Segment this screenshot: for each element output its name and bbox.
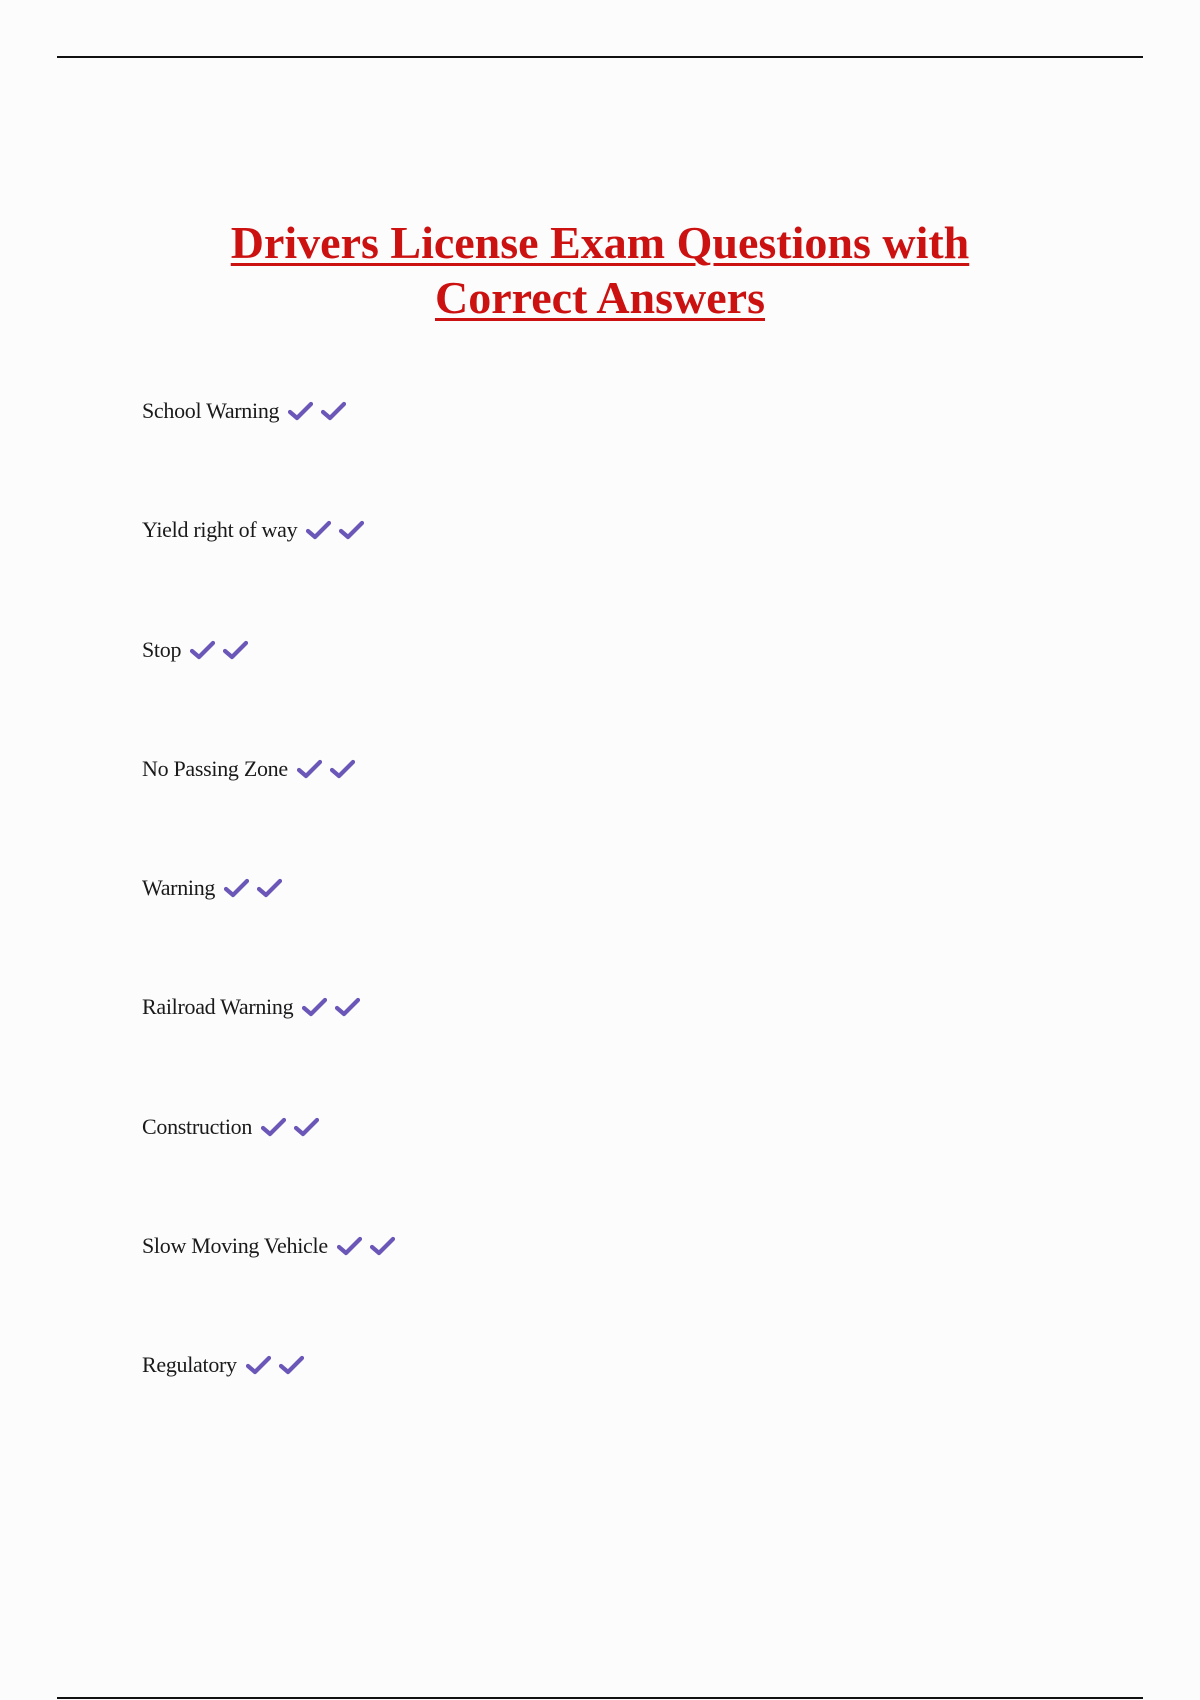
check-icon: [257, 878, 282, 898]
check-icon: [294, 1117, 319, 1137]
list-item: [142, 872, 395, 991]
answer-checks: [261, 1111, 319, 1143]
answer-checks: [302, 991, 360, 1023]
list-item: [142, 753, 395, 872]
list-item: [142, 395, 395, 514]
question-label: No Passing Zone: [142, 755, 288, 781]
answer-checks: [337, 1230, 395, 1262]
check-icon: [370, 1236, 395, 1256]
check-icon: [337, 1236, 362, 1256]
list-item: [142, 634, 395, 753]
answer-checks: [288, 395, 346, 427]
header-rule: [57, 56, 1143, 58]
check-icon: [224, 878, 249, 898]
check-icon: [279, 1355, 304, 1375]
list-item: [142, 1349, 395, 1468]
answer-checks: [297, 753, 355, 785]
question-label: School Warning: [142, 398, 280, 423]
question-label: Warning: [142, 875, 216, 901]
check-icon: [261, 1117, 286, 1137]
list-item: [142, 1230, 395, 1349]
question-label: Regulatory: [142, 1352, 237, 1378]
check-icon: [330, 759, 355, 779]
answer-checks: [224, 872, 282, 904]
document-title: [0, 215, 1200, 325]
check-icon: [321, 401, 346, 421]
question-label: Stop: [142, 636, 182, 662]
check-icon: [302, 997, 327, 1017]
question-label: Yield right of way: [142, 517, 298, 543]
check-icon: [297, 759, 322, 779]
check-icon: [246, 1355, 271, 1375]
question-label: Construction: [142, 1113, 253, 1139]
document-title-line-1: Drivers License Exam Questions with: [230, 217, 970, 268]
question-list: [142, 395, 395, 1469]
question-label: Slow Moving Vehicle: [142, 1233, 328, 1259]
question-label: Railroad Warning: [142, 994, 294, 1020]
answer-checks: [246, 1349, 304, 1381]
list-item: [142, 514, 395, 633]
check-icon: [306, 520, 331, 540]
list-item: [142, 991, 395, 1110]
check-icon: [335, 997, 360, 1017]
footer-rule: [57, 1697, 1143, 1699]
check-icon: [288, 401, 313, 421]
document-title-line-2: Correct Answers: [435, 272, 765, 323]
check-icon: [339, 520, 364, 540]
check-icon: [190, 640, 215, 660]
answer-checks: [190, 634, 248, 666]
list-item: [142, 1111, 395, 1230]
check-icon: [223, 640, 248, 660]
answer-checks: [306, 514, 364, 546]
